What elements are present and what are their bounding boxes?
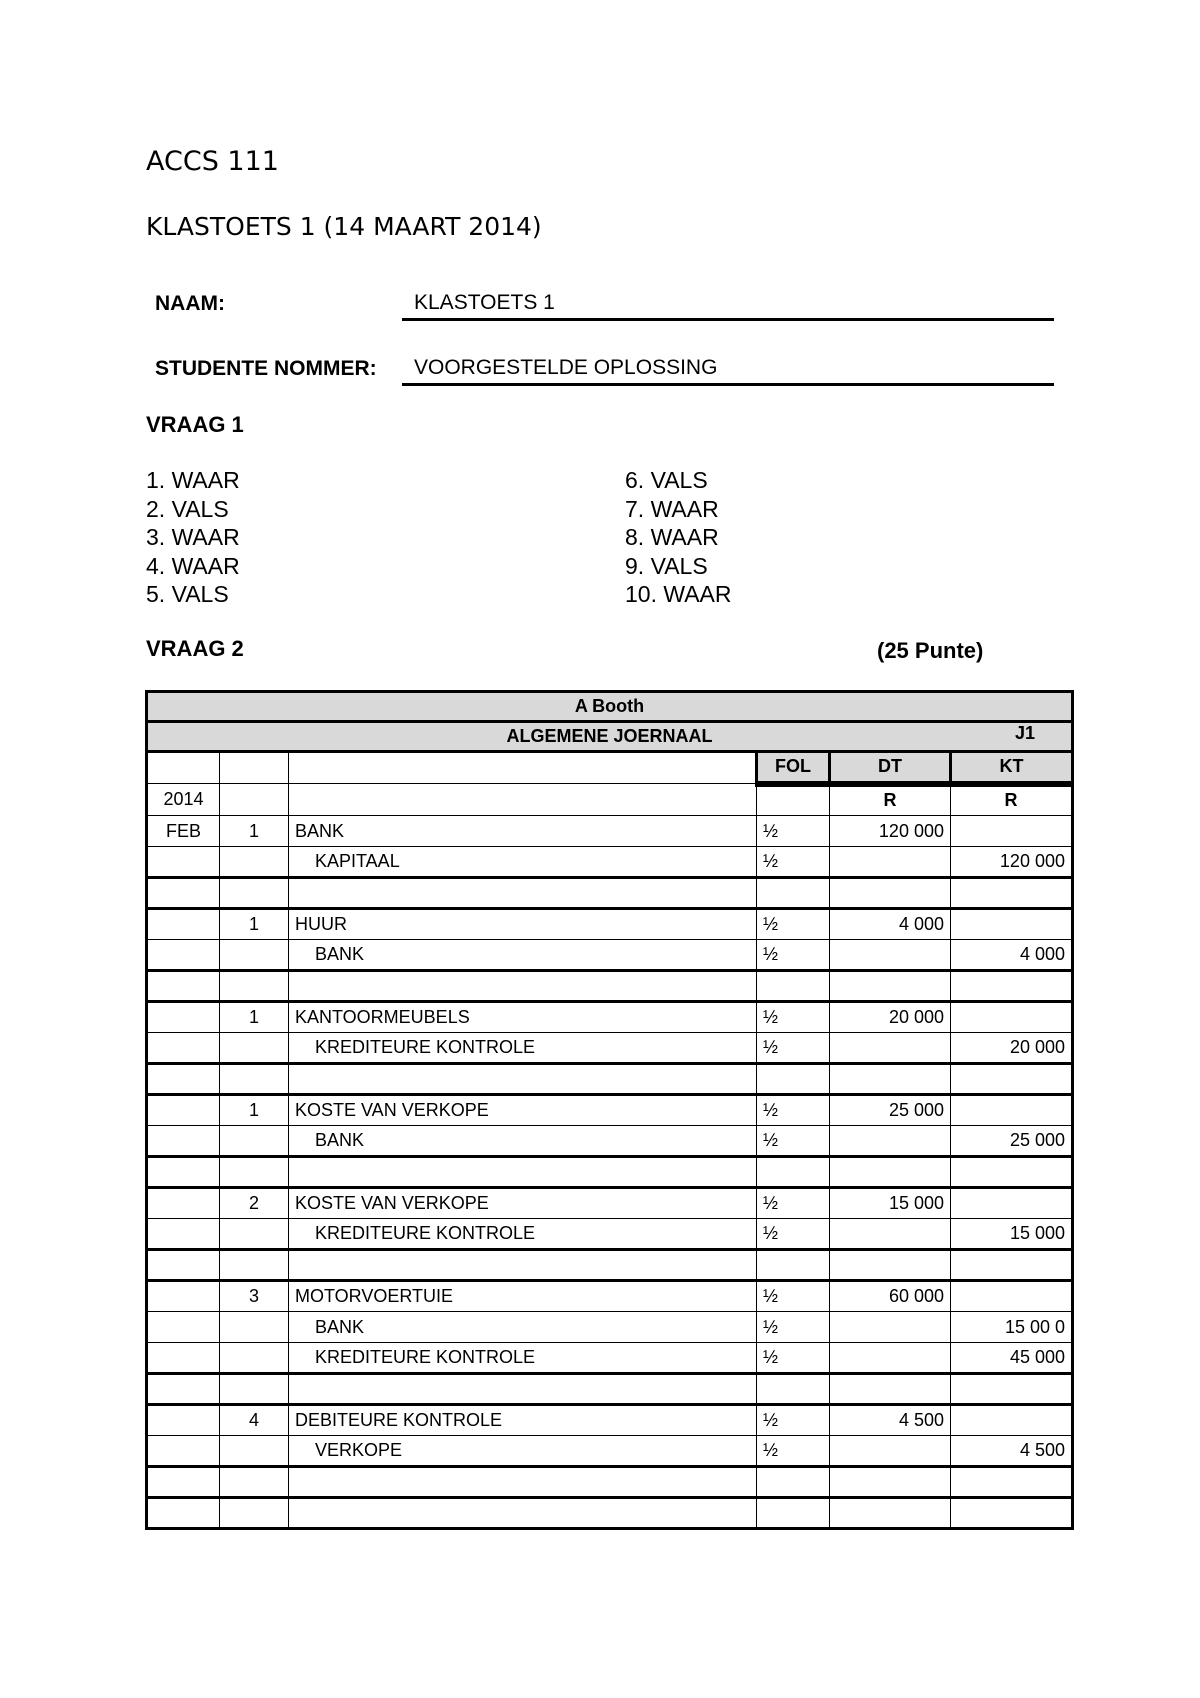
answer-item: 8. WAAR — [625, 524, 719, 550]
date-day-cell — [220, 1033, 289, 1064]
credit-cell — [951, 1467, 1073, 1498]
journal-entry-row — [147, 1343, 1073, 1374]
journal-entry-row — [147, 940, 1073, 971]
date-month-cell — [147, 1126, 220, 1157]
blank-row — [147, 1064, 1073, 1095]
credit-cell — [951, 971, 1073, 1002]
account-cell: BANK — [289, 816, 757, 847]
debit-cell: 20 000 — [830, 1002, 951, 1033]
account-cell — [289, 1250, 757, 1281]
credit-cell: 15 000 — [951, 1219, 1073, 1250]
account-cell: HUUR — [289, 909, 757, 940]
date-month-cell — [147, 1312, 220, 1343]
header-kt: KT — [951, 752, 1073, 784]
date-day-cell — [220, 940, 289, 971]
account-cell: BANK — [289, 1312, 757, 1343]
empty-cell — [220, 784, 289, 816]
blank-row — [147, 971, 1073, 1002]
journal-entry-row — [147, 1126, 1073, 1157]
folio-cell: ½ — [757, 1002, 830, 1033]
date-month-cell — [147, 1436, 220, 1467]
account-cell: DEBITEURE KONTROLE — [289, 1405, 757, 1436]
debit-cell: 25 000 — [830, 1095, 951, 1126]
journal-entry-row — [147, 1095, 1073, 1126]
debit-cell — [830, 1467, 951, 1498]
folio-cell — [757, 1467, 830, 1498]
account-cell: KREDITEURE KONTROLE — [289, 1343, 757, 1374]
folio-cell — [757, 1498, 830, 1529]
date-month-cell — [147, 847, 220, 878]
debit-cell: 120 000 — [830, 816, 951, 847]
debit-cell — [830, 971, 951, 1002]
date-month-cell: FEB — [147, 816, 220, 847]
name-field: KLASTOETS 1 — [402, 288, 1054, 321]
credit-cell: 25 000 — [951, 1126, 1073, 1157]
journal-owner: A Booth — [147, 692, 1073, 722]
account-cell: MOTORVOERTUIE — [289, 1281, 757, 1312]
date-day-cell — [220, 1250, 289, 1281]
account-cell: KREDITEURE KONTROLE — [289, 1219, 757, 1250]
student-number-label: STUDENTE NOMMER: — [155, 357, 377, 380]
folio-cell: ½ — [757, 1436, 830, 1467]
debit-cell — [830, 1436, 951, 1467]
journal-entry-row — [147, 1405, 1073, 1436]
credit-cell — [951, 1064, 1073, 1095]
header-dt: DT — [830, 752, 951, 784]
date-day-cell — [220, 1498, 289, 1529]
folio-cell: ½ — [757, 1312, 830, 1343]
answer-item: 7. WAAR — [625, 495, 719, 522]
folio-cell: ½ — [757, 1033, 830, 1064]
date-month-cell — [147, 1498, 220, 1529]
question-2-heading: VRAAG 2 — [146, 636, 244, 661]
year-row — [147, 784, 1073, 816]
date-day-cell — [220, 971, 289, 1002]
date-day-cell: 1 — [220, 909, 289, 940]
folio-cell: ½ — [757, 1405, 830, 1436]
journal-entry-row — [147, 1219, 1073, 1250]
journal-entry-row — [147, 1188, 1073, 1219]
column-header-row — [147, 752, 1073, 784]
journal-entry-row — [147, 1281, 1073, 1312]
answer-item: 4. WAAR — [146, 552, 240, 579]
folio-cell: ½ — [757, 1095, 830, 1126]
debit-cell — [830, 1219, 951, 1250]
date-month-cell — [147, 1374, 220, 1405]
debit-cell — [830, 1250, 951, 1281]
empty-cell — [289, 784, 757, 816]
student-number-field: VOORGESTELDE OPLOSSING — [402, 353, 1054, 386]
answer-item: 9. VALS — [625, 552, 708, 579]
answers-right-column — [625, 466, 732, 609]
debit-cell — [830, 1343, 951, 1374]
account-cell — [289, 1498, 757, 1529]
date-month-cell — [147, 1033, 220, 1064]
date-day-cell: 3 — [220, 1281, 289, 1312]
credit-cell — [951, 1498, 1073, 1529]
blank-row — [147, 1374, 1073, 1405]
date-month-cell — [147, 1188, 220, 1219]
answer-item: 2. VALS — [146, 495, 229, 522]
debit-cell — [830, 1312, 951, 1343]
debit-cell — [830, 1126, 951, 1157]
date-day-cell: 1 — [220, 816, 289, 847]
journal-owner-row — [147, 692, 1073, 722]
date-day-cell — [220, 847, 289, 878]
debit-cell: 4 500 — [830, 1405, 951, 1436]
answer-item: 10. WAAR — [625, 581, 732, 607]
date-day-cell: 2 — [220, 1188, 289, 1219]
course-code: ACCS 111 — [146, 146, 279, 177]
date-month-cell — [147, 1467, 220, 1498]
folio-cell — [757, 878, 830, 909]
account-cell: VERKOPE — [289, 1436, 757, 1467]
answer-item: 3. WAAR — [146, 524, 240, 550]
credit-cell — [951, 1002, 1073, 1033]
credit-cell — [951, 1095, 1073, 1126]
folio-cell: ½ — [757, 847, 830, 878]
folio-cell — [757, 971, 830, 1002]
date-month-cell — [147, 909, 220, 940]
credit-cell: 20 000 — [951, 1033, 1073, 1064]
currency-kt: R — [951, 784, 1073, 816]
date-month-cell — [147, 1157, 220, 1188]
question-2-marks: (25 Punte) — [877, 638, 984, 663]
folio-cell: ½ — [757, 940, 830, 971]
journal-entry-row — [147, 1002, 1073, 1033]
date-day-cell — [220, 1126, 289, 1157]
date-day-cell — [220, 878, 289, 909]
credit-cell — [951, 909, 1073, 940]
folio-cell — [757, 1374, 830, 1405]
date-month-cell — [147, 1064, 220, 1095]
journal-ref: J1 — [1014, 723, 1035, 743]
account-cell: KREDITEURE KONTROLE — [289, 1033, 757, 1064]
folio-cell — [757, 1250, 830, 1281]
debit-cell: 60 000 — [830, 1281, 951, 1312]
credit-cell — [951, 1374, 1073, 1405]
debit-cell — [830, 1064, 951, 1095]
date-day-cell — [220, 1436, 289, 1467]
folio-cell: ½ — [757, 1219, 830, 1250]
debit-cell — [830, 1033, 951, 1064]
date-day-cell: 1 — [220, 1002, 289, 1033]
debit-cell — [830, 1157, 951, 1188]
credit-cell: 120 000 — [951, 847, 1073, 878]
journal-entry-row — [147, 847, 1073, 878]
folio-cell — [757, 1157, 830, 1188]
account-cell — [289, 971, 757, 1002]
folio-cell — [757, 1064, 830, 1095]
answers-left-column — [146, 466, 240, 609]
test-title: KLASTOETS 1 (14 MAART 2014) — [146, 212, 542, 241]
general-journal-table — [145, 690, 1074, 1530]
account-cell: KOSTE VAN VERKOPE — [289, 1188, 757, 1219]
journal-entry-row — [147, 816, 1073, 847]
folio-cell: ½ — [757, 816, 830, 847]
folio-cell: ½ — [757, 909, 830, 940]
date-month-cell — [147, 878, 220, 909]
debit-cell: 15 000 — [830, 1188, 951, 1219]
account-cell: KANTOORMEUBELS — [289, 1002, 757, 1033]
debit-cell — [830, 940, 951, 971]
credit-cell — [951, 878, 1073, 909]
question-1-heading: VRAAG 1 — [146, 412, 244, 437]
answer-item: 1. WAAR — [146, 467, 240, 493]
date-day-cell — [220, 1157, 289, 1188]
date-day-cell — [220, 1219, 289, 1250]
credit-cell: 15 00 0 — [951, 1312, 1073, 1343]
year-cell: 2014 — [147, 784, 220, 816]
account-cell: KAPITAAL — [289, 847, 757, 878]
account-cell — [289, 1064, 757, 1095]
blank-row — [147, 878, 1073, 909]
date-month-cell — [147, 940, 220, 971]
blank-row — [147, 1467, 1073, 1498]
currency-dt: R — [830, 784, 951, 816]
credit-cell — [951, 1405, 1073, 1436]
answer-item: 6. VALS — [625, 467, 708, 493]
journal-title-row — [147, 722, 1073, 752]
blank-row — [147, 1250, 1073, 1281]
account-cell — [289, 1467, 757, 1498]
date-day-cell — [220, 1064, 289, 1095]
date-month-cell — [147, 1002, 220, 1033]
credit-cell — [951, 1281, 1073, 1312]
account-cell — [289, 878, 757, 909]
account-cell: BANK — [289, 940, 757, 971]
credit-cell: 45 000 — [951, 1343, 1073, 1374]
date-month-cell — [147, 1405, 220, 1436]
answer-item: 5. VALS — [146, 581, 229, 607]
date-day-cell — [220, 1467, 289, 1498]
debit-cell — [830, 878, 951, 909]
date-day-cell — [220, 1374, 289, 1405]
account-cell: BANK — [289, 1126, 757, 1157]
name-label: NAAM: — [155, 292, 225, 315]
debit-cell — [830, 1498, 951, 1529]
empty-cell — [757, 784, 830, 816]
date-month-cell — [147, 1250, 220, 1281]
folio-cell: ½ — [757, 1281, 830, 1312]
date-day-cell: 1 — [220, 1095, 289, 1126]
date-month-cell — [147, 1095, 220, 1126]
credit-cell: 4 500 — [951, 1436, 1073, 1467]
date-month-cell — [147, 1219, 220, 1250]
credit-cell — [951, 1250, 1073, 1281]
date-day-cell — [220, 1312, 289, 1343]
folio-cell: ½ — [757, 1188, 830, 1219]
journal-entry-row — [147, 1033, 1073, 1064]
journal-title-cell — [147, 722, 1073, 752]
date-day-cell: 4 — [220, 1405, 289, 1436]
account-cell: KOSTE VAN VERKOPE — [289, 1095, 757, 1126]
account-cell — [289, 1157, 757, 1188]
blank-row — [147, 1498, 1073, 1529]
credit-cell: 4 000 — [951, 940, 1073, 971]
date-month-cell — [147, 1343, 220, 1374]
blank-row — [147, 1157, 1073, 1188]
date-month-cell — [147, 971, 220, 1002]
journal-entry-row — [147, 1436, 1073, 1467]
credit-cell — [951, 816, 1073, 847]
folio-cell: ½ — [757, 1343, 830, 1374]
date-month-cell — [147, 1281, 220, 1312]
credit-cell — [951, 1188, 1073, 1219]
header-cell-day — [220, 752, 289, 784]
date-day-cell — [220, 1343, 289, 1374]
debit-cell — [830, 847, 951, 878]
journal-title: ALGEMENE JOERNAAL — [506, 726, 713, 746]
account-cell — [289, 1374, 757, 1405]
folio-cell: ½ — [757, 1126, 830, 1157]
header-cell-date — [147, 752, 220, 784]
journal-entry-row — [147, 909, 1073, 940]
debit-cell: 4 000 — [830, 909, 951, 940]
credit-cell — [951, 1157, 1073, 1188]
header-cell-details — [289, 752, 757, 784]
journal-entry-row — [147, 1312, 1073, 1343]
header-fol: FOL — [757, 752, 830, 784]
debit-cell — [830, 1374, 951, 1405]
